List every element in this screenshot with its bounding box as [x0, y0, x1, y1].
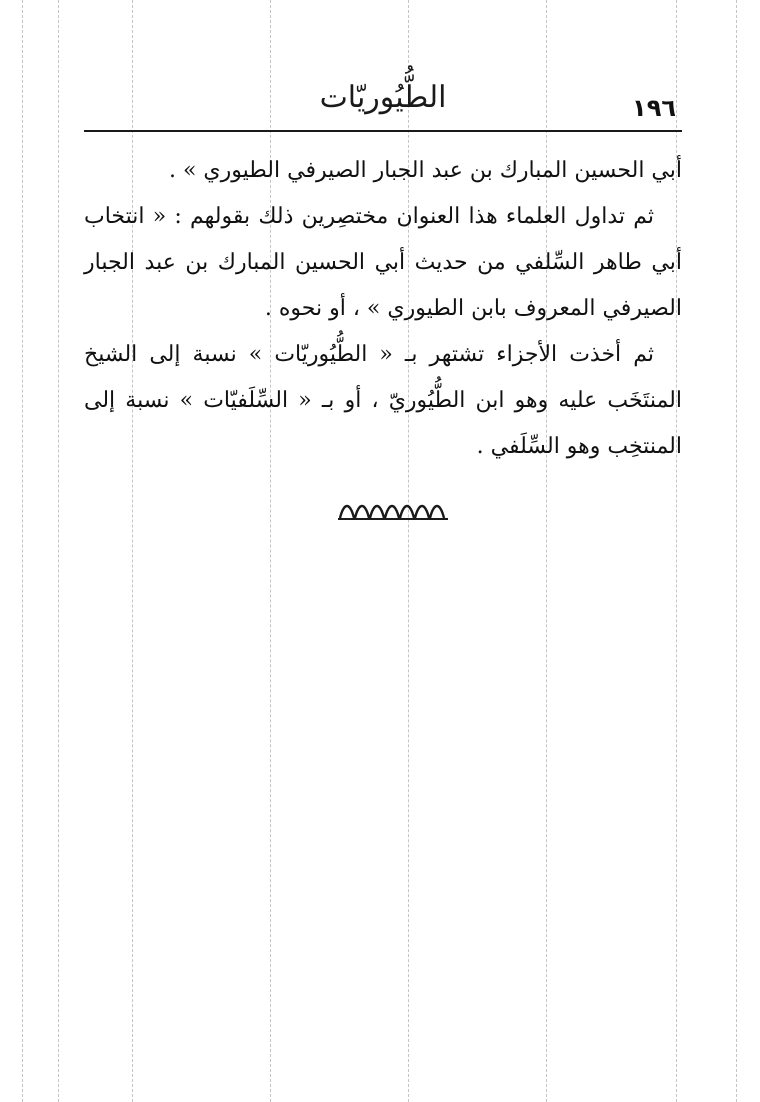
page-title: الطُّيُوريّات — [319, 80, 447, 115]
column-guide-line — [736, 0, 737, 1102]
page-number: ١٩٦ — [632, 94, 676, 122]
paragraph: أبي الحسين المبارك بن عبد الجبار الصيرفي الطيوري » . — [168, 158, 682, 183]
paragraph: ثم أخذت الأجزاء تشتهر بـ « الطُّيُوريّات » نسبة إلى الشيخ المنتَخَب عليه وهو ابن الطُّيُوريّ ، أو بـ « السِّلَفيّات » نسبة إلى المنتخِب وهو السِّلَفي . — [84, 342, 682, 459]
page-header — [84, 78, 682, 132]
body-text — [84, 148, 682, 470]
paragraph: ثم تداول العلماء هذا العنوان مختصِرين ذلك بقولهم : « انتخاب أبي طاهر السِّلفي من حديث أبي الحسين المبارك بن عبد الجبار الصيرفي المعروف بابن الطيوري » ، أو نحوه . — [84, 204, 682, 321]
column-guide-line — [22, 0, 23, 1102]
column-guide-line — [58, 0, 59, 1102]
decorative-ornament-icon — [338, 500, 448, 520]
